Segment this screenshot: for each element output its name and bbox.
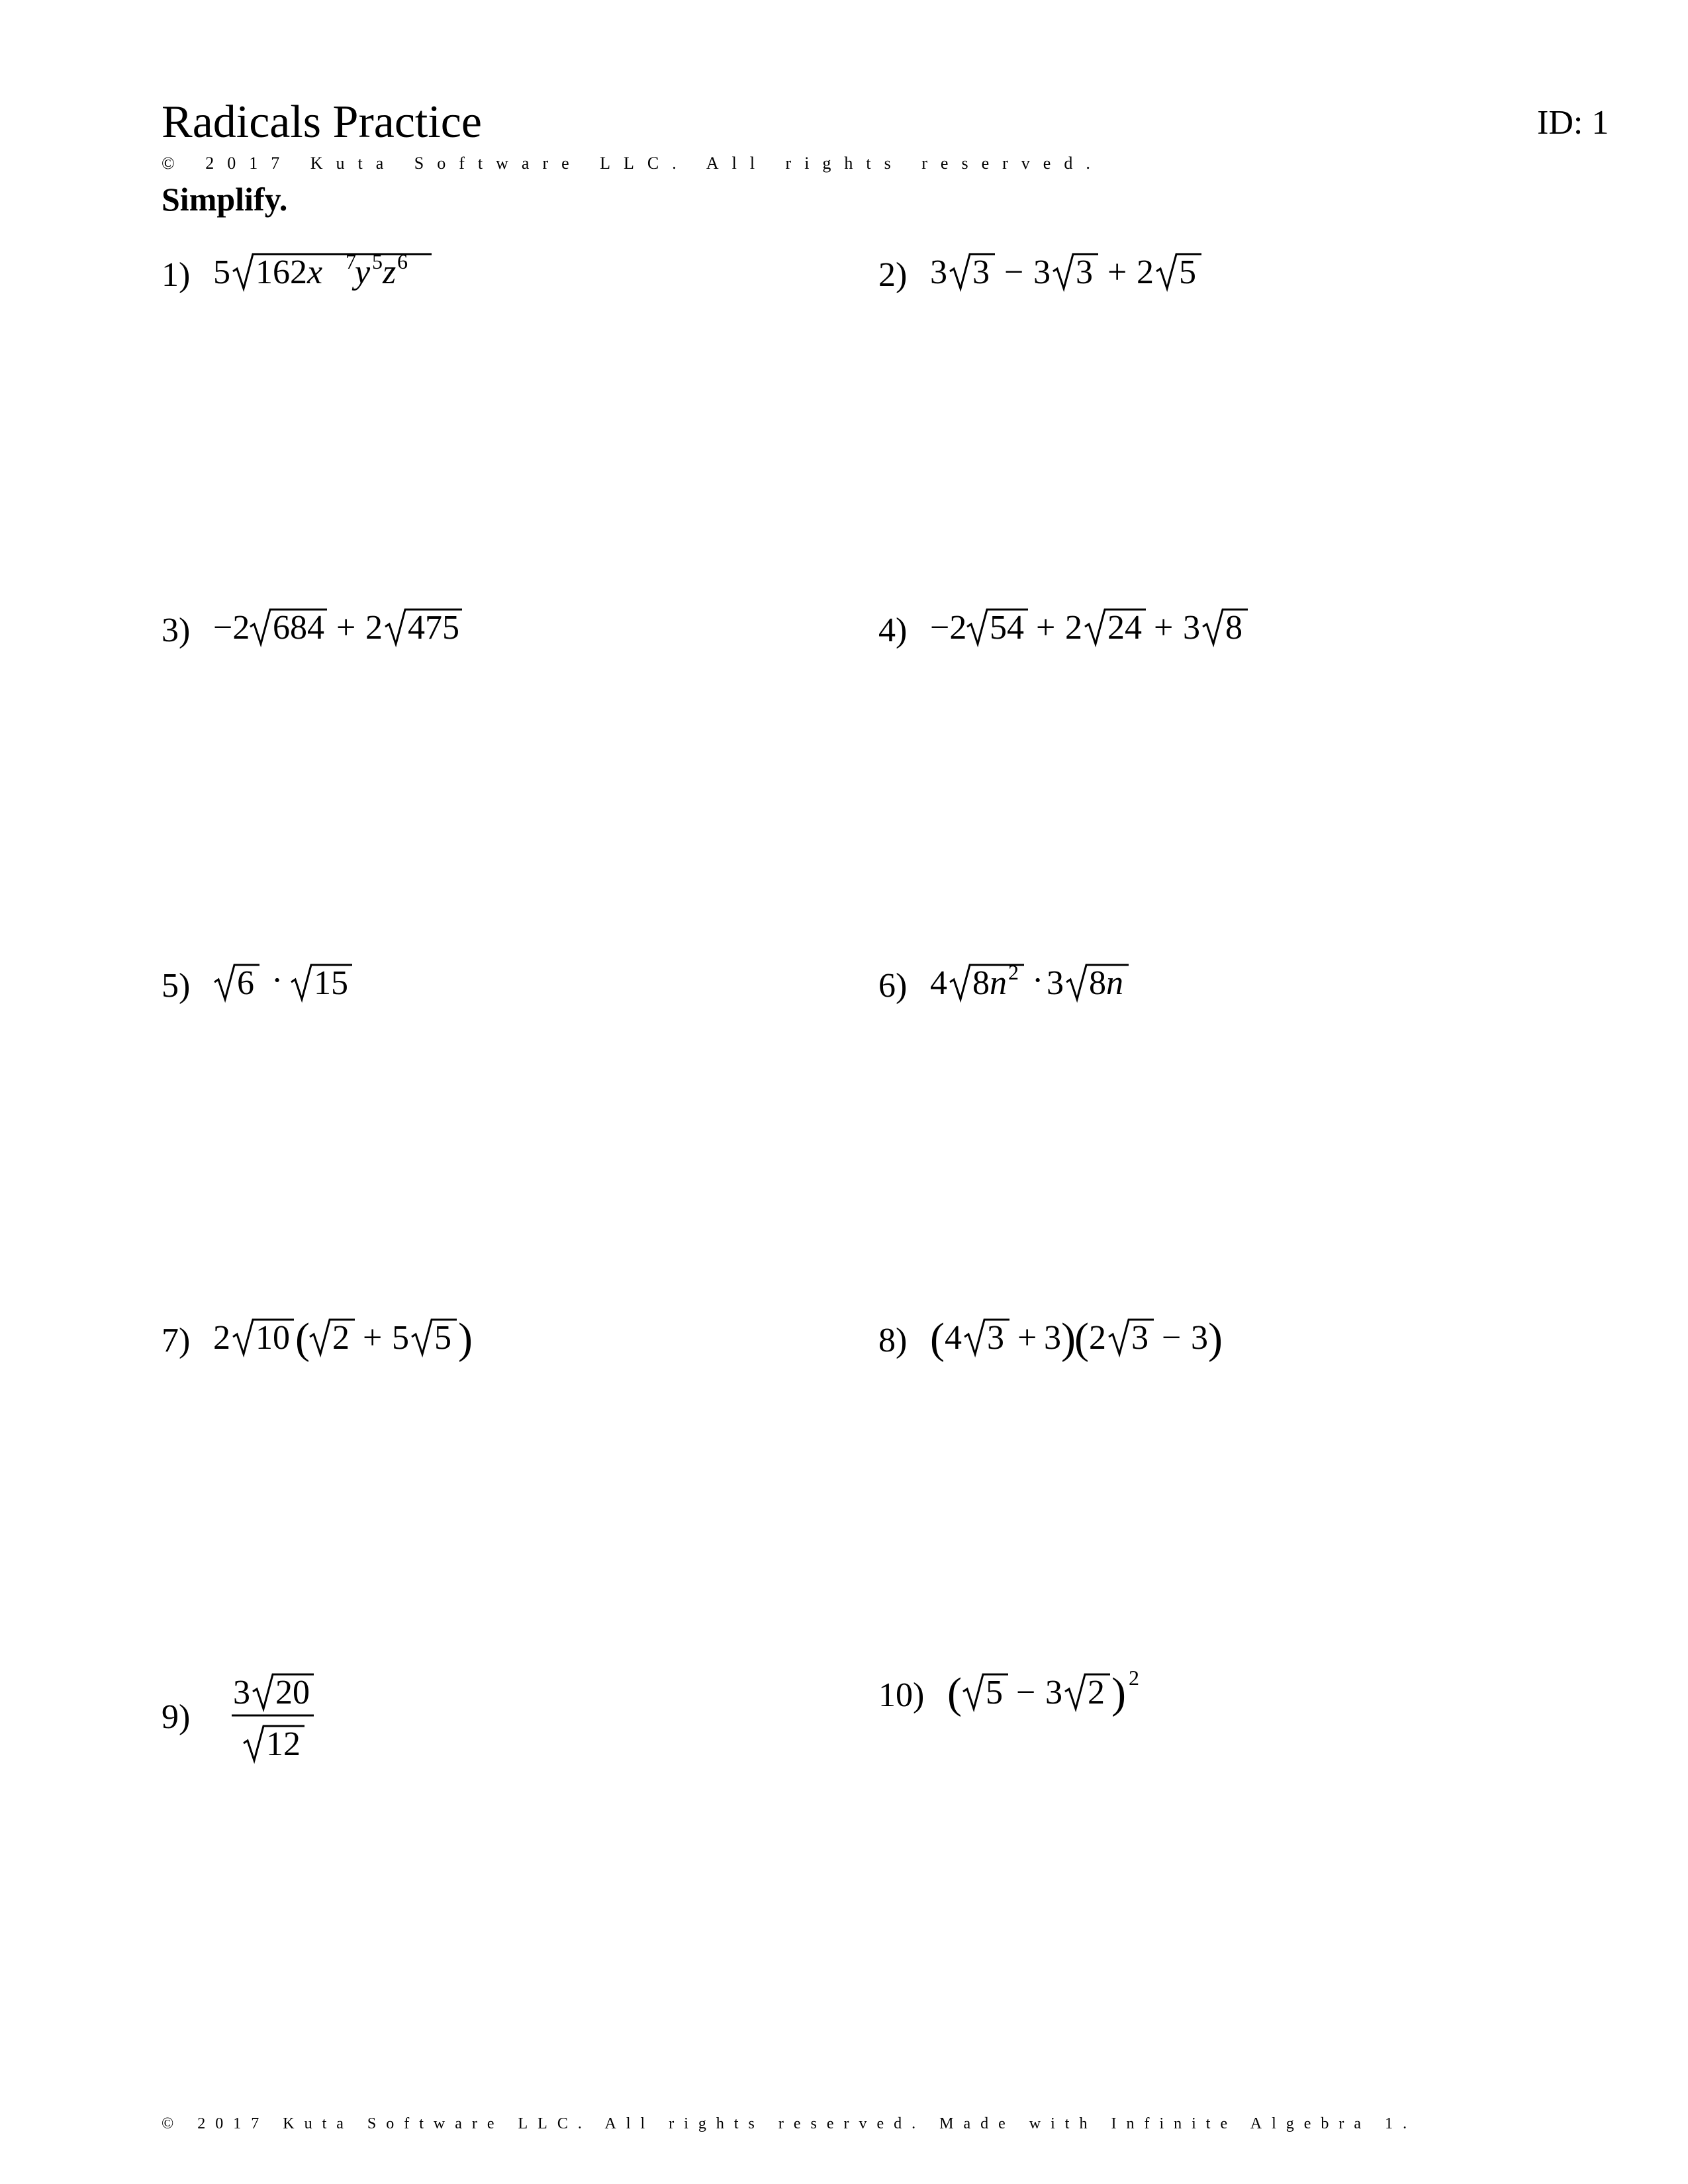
svg-text:+: + — [1107, 253, 1127, 291]
svg-text:5: 5 — [986, 1674, 1004, 1711]
svg-text:(: ( — [295, 1314, 310, 1363]
svg-text:): ) — [458, 1314, 473, 1363]
svg-text:+: + — [1154, 609, 1174, 647]
svg-text:−2: −2 — [930, 609, 967, 647]
svg-text:+: + — [1017, 1319, 1037, 1357]
problem-expression — [930, 960, 1168, 1013]
problem-expression — [213, 960, 385, 1013]
svg-text:z: z — [383, 253, 397, 291]
svg-text:2: 2 — [1065, 609, 1083, 647]
svg-text:−: − — [1004, 253, 1024, 291]
problem-2 — [878, 249, 1208, 302]
svg-text:2: 2 — [1089, 1319, 1107, 1357]
svg-text:12: 12 — [266, 1725, 301, 1763]
svg-text:3: 3 — [1183, 609, 1201, 647]
problem-number: 5) — [162, 967, 191, 1005]
header-copyright: © 2017 Kuta Software LLC. All rights reserved. — [162, 154, 1103, 173]
svg-text:5: 5 — [434, 1319, 452, 1357]
svg-text:2: 2 — [1008, 960, 1019, 984]
problem-number: 7) — [162, 1322, 191, 1359]
svg-text:3: 3 — [1076, 253, 1094, 291]
svg-text:3: 3 — [1131, 1319, 1149, 1357]
problem-number: 9) — [162, 1698, 191, 1736]
problem-expression — [213, 604, 498, 657]
svg-text:): ) — [1208, 1314, 1223, 1363]
svg-text:15: 15 — [314, 964, 349, 1002]
svg-text:4: 4 — [930, 964, 948, 1002]
problem-expression — [213, 249, 438, 302]
problem-expression — [213, 1668, 319, 1767]
worksheet-title: Radicals Practice — [162, 97, 482, 148]
svg-text:2: 2 — [213, 1319, 231, 1357]
problem-expression — [213, 1314, 491, 1367]
problem-number: 2) — [878, 256, 908, 294]
svg-text:3: 3 — [1047, 964, 1064, 1002]
svg-text:8: 8 — [1225, 609, 1243, 647]
svg-text:2: 2 — [365, 609, 383, 647]
svg-text:3: 3 — [1033, 253, 1051, 291]
svg-text:(: ( — [947, 1669, 962, 1717]
svg-text:475: 475 — [408, 609, 460, 647]
problem-9 — [162, 1668, 319, 1767]
svg-text:3: 3 — [930, 253, 948, 291]
problem-3 — [162, 604, 498, 657]
svg-text:): ) — [1111, 1669, 1127, 1717]
svg-text:y: y — [355, 253, 371, 291]
problem-expression — [947, 1666, 1159, 1722]
svg-text:8n: 8n — [972, 964, 1008, 1002]
svg-text:−2: −2 — [213, 609, 250, 647]
problem-number: 3) — [162, 612, 191, 649]
problem-7 — [162, 1314, 491, 1367]
svg-text:(: ( — [1074, 1314, 1090, 1363]
problem-5 — [162, 960, 385, 1013]
problem-expression — [930, 1314, 1235, 1367]
problem-8 — [878, 1314, 1235, 1367]
svg-text:54: 54 — [990, 609, 1025, 647]
svg-text:−: − — [1162, 1319, 1182, 1357]
svg-text:3: 3 — [1191, 1319, 1209, 1357]
svg-text:7: 7 — [346, 250, 357, 273]
svg-text:4: 4 — [945, 1319, 962, 1357]
svg-text:+: + — [1036, 609, 1056, 647]
svg-text:24: 24 — [1107, 609, 1143, 647]
problem-number: 8) — [878, 1322, 908, 1359]
svg-text:3: 3 — [1045, 1674, 1063, 1711]
instruction-heading: Simplify. — [162, 181, 288, 218]
footer-copyright: © 2017 Kuta Software LLC. All rights reserved. Made with Infinite Algebra 1. — [162, 2115, 1417, 2132]
svg-text:): ) — [1061, 1314, 1076, 1363]
svg-text:20: 20 — [275, 1674, 310, 1711]
svg-text:8n: 8n — [1089, 964, 1124, 1002]
problem-4 — [878, 604, 1261, 657]
svg-text:·: · — [271, 962, 283, 999]
problem-number: 10) — [878, 1676, 925, 1714]
svg-text:2: 2 — [332, 1319, 350, 1357]
svg-text:2: 2 — [1137, 253, 1154, 291]
svg-text:6: 6 — [397, 250, 408, 273]
svg-text:10: 10 — [256, 1319, 291, 1357]
worksheet-id: ID: 1 — [1537, 104, 1609, 142]
svg-text:5: 5 — [1179, 253, 1197, 291]
svg-text:3: 3 — [987, 1319, 1005, 1357]
svg-text:6: 6 — [237, 964, 255, 1002]
problem-number: 4) — [878, 612, 908, 649]
svg-text:5: 5 — [213, 253, 231, 291]
svg-text:3: 3 — [1044, 1319, 1062, 1357]
svg-text:2: 2 — [1129, 1666, 1140, 1690]
svg-text:·: · — [1032, 962, 1044, 999]
svg-text:684: 684 — [273, 609, 325, 647]
problem-number: 6) — [878, 967, 908, 1005]
svg-text:2: 2 — [1088, 1674, 1105, 1711]
svg-text:+: + — [363, 1319, 383, 1357]
problem-number: 1) — [162, 256, 191, 294]
svg-text:5: 5 — [392, 1319, 410, 1357]
problem-expression — [930, 604, 1261, 657]
problem-6 — [878, 960, 1168, 1013]
problem-expression — [930, 249, 1208, 302]
svg-text:(: ( — [930, 1314, 945, 1363]
svg-text:5: 5 — [372, 250, 383, 273]
problem-10 — [878, 1666, 1159, 1722]
svg-text:3: 3 — [233, 1674, 251, 1711]
svg-text:−: − — [1016, 1674, 1036, 1711]
problem-1 — [162, 249, 438, 302]
svg-text:+: + — [336, 609, 356, 647]
svg-text:162x: 162x — [256, 253, 323, 291]
svg-text:3: 3 — [972, 253, 990, 291]
